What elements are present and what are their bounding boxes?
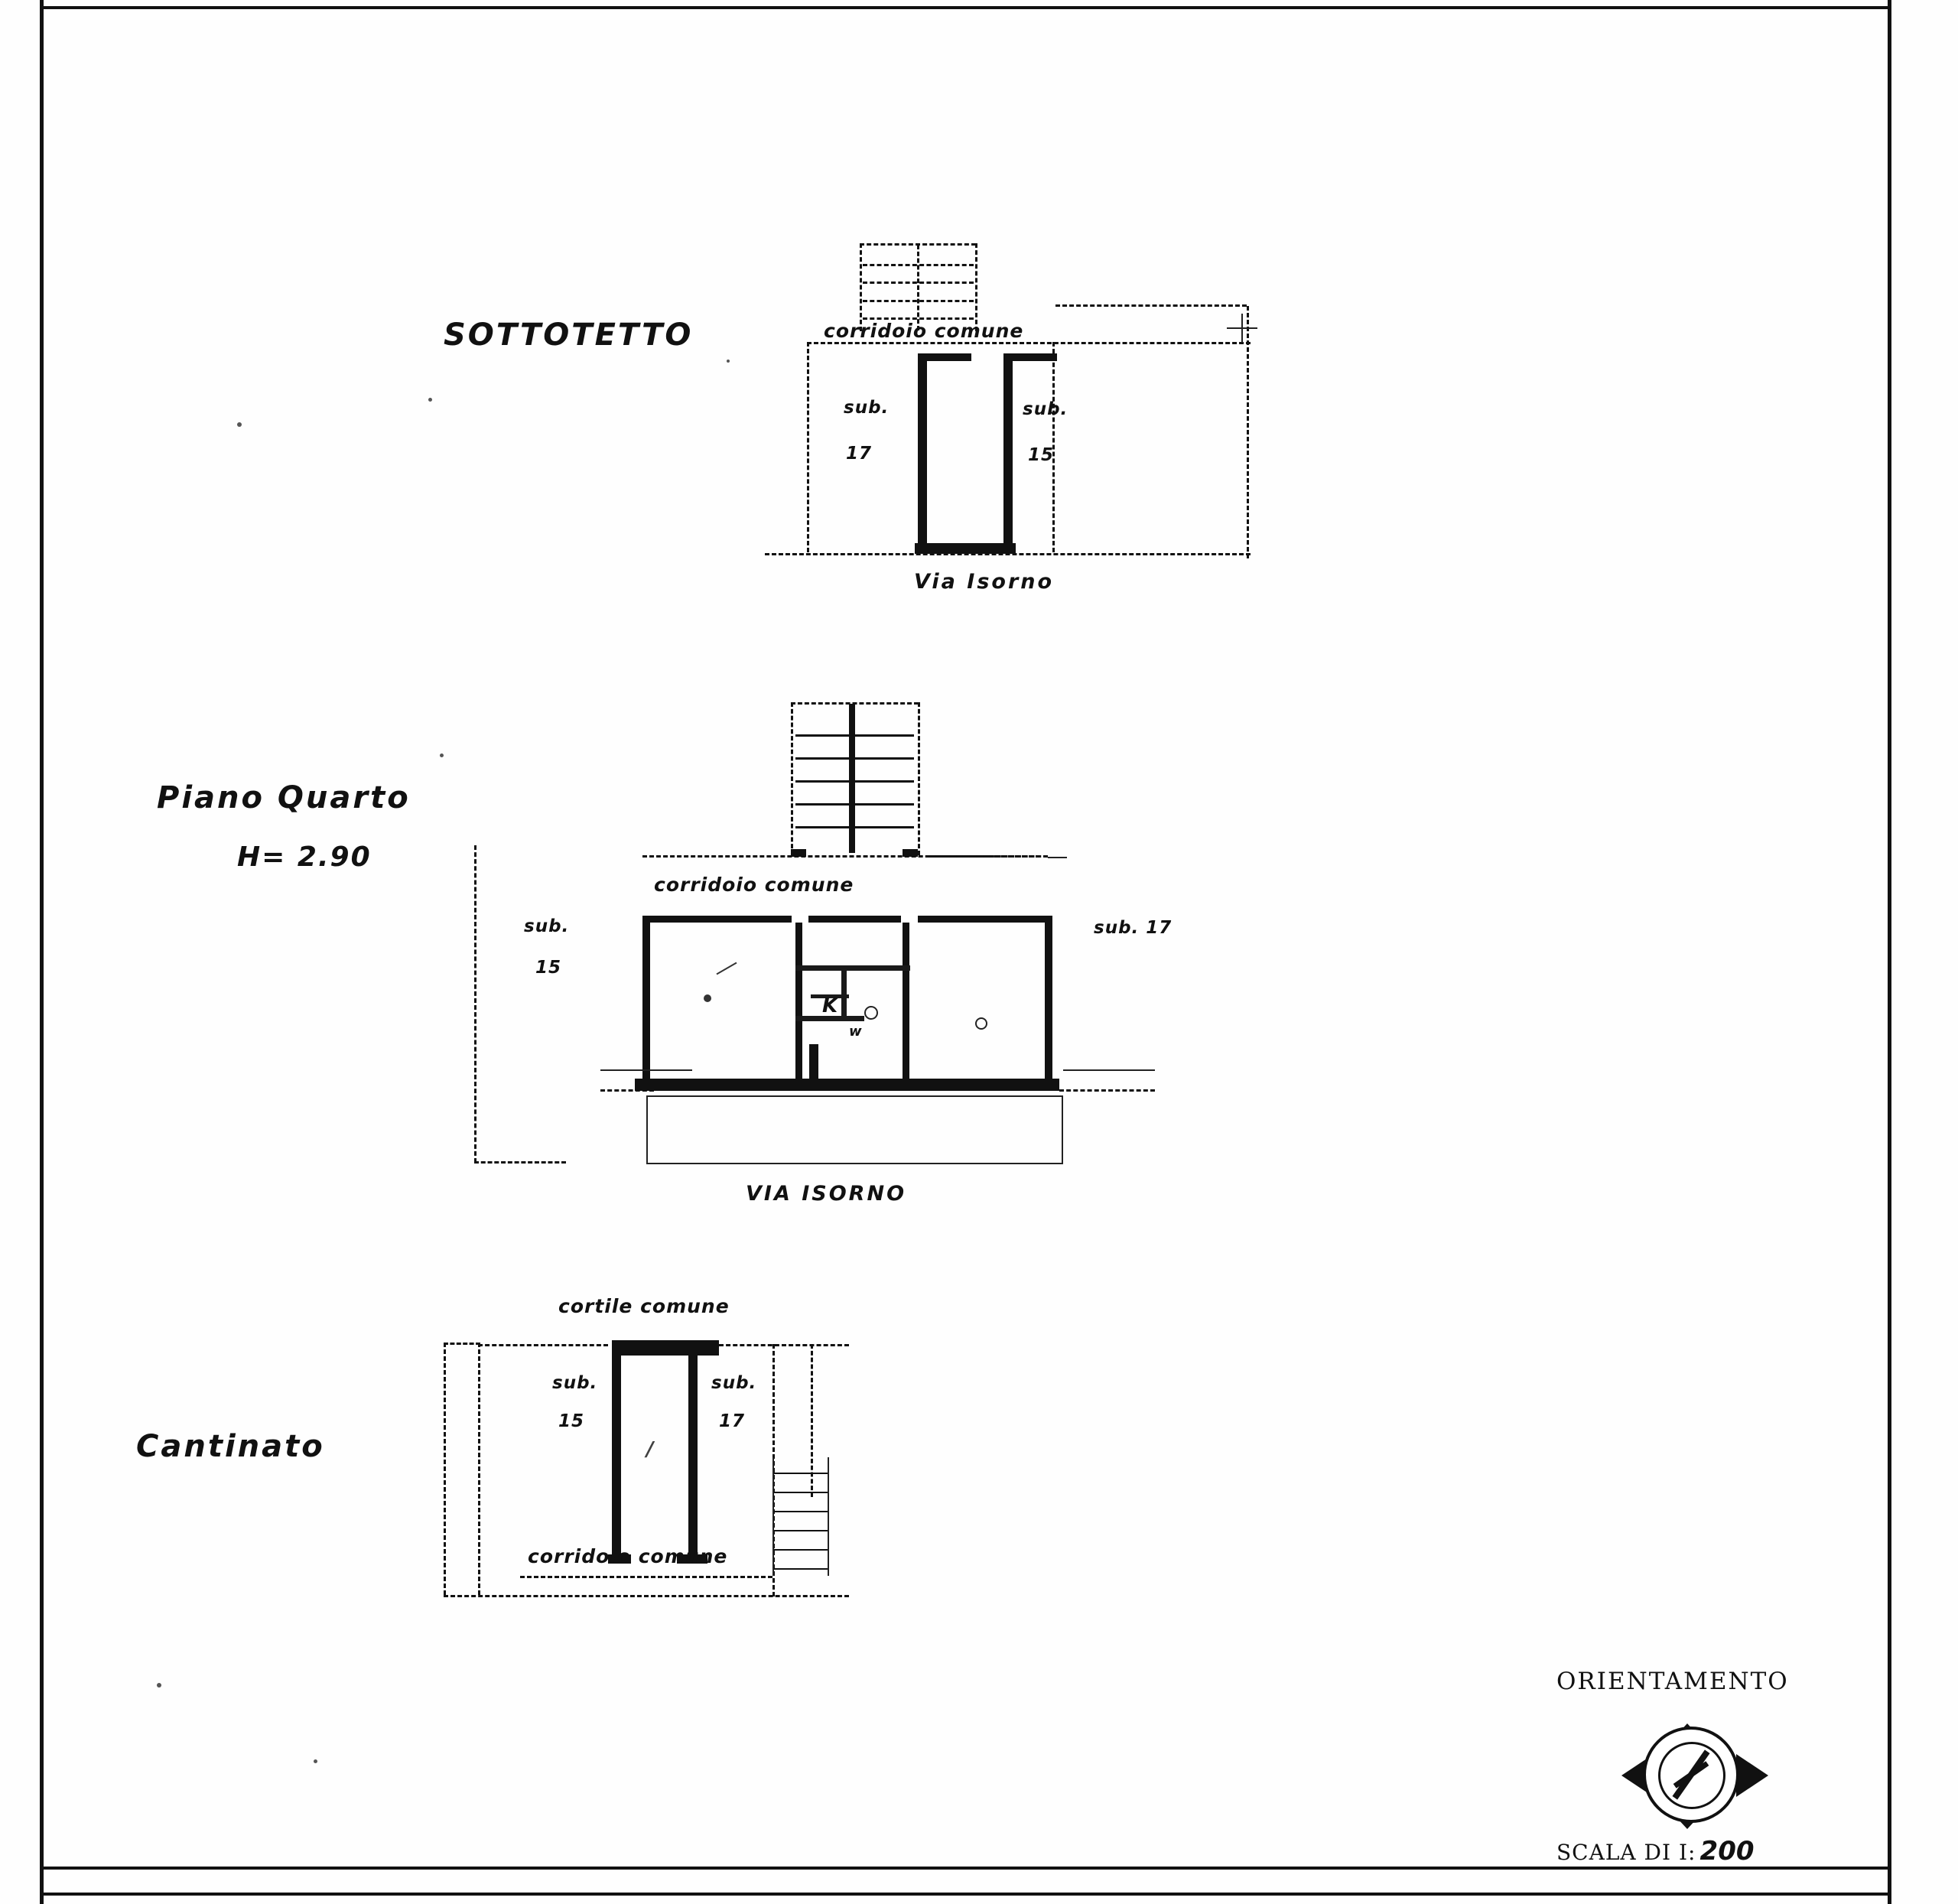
floor4-wall-top — [642, 916, 1052, 923]
attic-extra-top — [1055, 304, 1247, 307]
orientation-title: ORIENTAMENTO — [1556, 1668, 1789, 1695]
basement-stair-rung — [774, 1549, 828, 1551]
section-height-fourth-floor: H= 2.90 — [237, 841, 372, 873]
scan-speck — [157, 1683, 161, 1688]
attic-wall-right — [1003, 360, 1013, 551]
attic-boundary-left — [807, 342, 809, 552]
floor4-street-edge-right — [1062, 1095, 1063, 1164]
floor4-sub-right-label: sub. 17 — [1094, 918, 1173, 938]
floor4-fixture-icon — [975, 1017, 987, 1030]
attic-sub-right-number: 15 — [1028, 445, 1055, 465]
basement-wall-right — [688, 1354, 698, 1557]
scan-speck — [727, 360, 730, 363]
attic-sub-right-label: sub. — [1023, 399, 1068, 419]
floor4-stair-edge-right — [918, 702, 920, 855]
floor4-sub-left-number: 15 — [535, 958, 562, 978]
sheet-border-left — [40, 0, 44, 1904]
floor4-dot-mark — [704, 994, 711, 1002]
basement-courtyard-label: cortile comune — [558, 1295, 730, 1317]
floor4-sub-left-label: sub. — [524, 916, 570, 936]
scan-speck — [440, 753, 444, 757]
basement-stair-rung — [774, 1568, 828, 1570]
floor4-stair-edge-left — [791, 702, 793, 855]
compass-icon — [1614, 1717, 1778, 1840]
floor4-street-bottom-line — [646, 1163, 1063, 1164]
basement-sub-right-label: sub. — [711, 1373, 757, 1393]
basement-boundary-top-left — [478, 1344, 608, 1346]
scale-label: SCALA DI I: — [1556, 1840, 1696, 1865]
floor4-property-limit-bottom — [474, 1161, 566, 1164]
attic-stair-center — [917, 245, 919, 330]
floor4-room-mark: w — [849, 1024, 863, 1040]
section-title-fourth-floor: Piano Quarto — [157, 780, 411, 815]
compass-wing-right — [1736, 1754, 1768, 1797]
floor4-partition-right — [903, 923, 909, 1079]
floor4-wall-left — [642, 916, 650, 1084]
floor4-kitchen-label: K — [822, 994, 839, 1017]
floor4-street-edge-left — [646, 1095, 648, 1164]
section-title-basement: Cantinato — [136, 1429, 325, 1464]
scale-value: 200 — [1699, 1836, 1755, 1867]
basement-boundary-left-outer — [444, 1343, 446, 1595]
sheet-border-right — [1888, 0, 1891, 1904]
basement-wall-top — [612, 1340, 719, 1356]
attic-street-label: Via Isorno — [914, 570, 1055, 594]
basement-sub-left-label: sub. — [552, 1373, 598, 1393]
sheet-border-top — [40, 6, 1891, 9]
scan-speck — [428, 398, 432, 402]
floor4-corridor-label: corridoio comune — [654, 874, 854, 896]
floor4-balcony-stub — [809, 1044, 818, 1090]
attic-wall-top-left — [918, 353, 971, 361]
floor4-wall-right — [1045, 916, 1052, 1084]
scan-speck — [314, 1759, 317, 1763]
floor4-stair-center-wall — [849, 704, 855, 853]
basement-boundary-left-top — [444, 1343, 480, 1345]
floor4-street-dash-right — [1059, 1089, 1155, 1092]
basement-stair-left-edge — [772, 1457, 774, 1576]
attic-boundary-right — [1247, 306, 1249, 558]
scan-speck — [237, 422, 242, 427]
basement-stair-rung — [774, 1473, 828, 1474]
floor4-partition-inner-v — [841, 965, 847, 1019]
basement-inner-bottom — [520, 1576, 772, 1578]
basement-stair-right-edge — [828, 1457, 829, 1576]
floor4-sidewalk-line-right — [1063, 1069, 1155, 1071]
floor4-wall-bottom-facade — [635, 1079, 1059, 1091]
basement-boundary-left-inner — [478, 1343, 480, 1595]
basement-boundary-right-outer — [811, 1344, 813, 1497]
attic-cross-mark-v — [1241, 314, 1243, 343]
floor4-street-dash-left — [600, 1089, 654, 1092]
floor4-street-label: VIA ISORNO — [746, 1182, 907, 1206]
attic-wall-left — [918, 360, 927, 551]
attic-sub-left-label: sub. — [844, 398, 890, 418]
basement-wall-left — [612, 1354, 621, 1557]
compass-circle — [1643, 1727, 1739, 1823]
floor4-tick-mark — [1048, 857, 1067, 858]
attic-stair-edge-left — [860, 243, 862, 331]
attic-wall-bottom — [915, 543, 1016, 554]
sheet-border-bottom — [40, 1867, 1891, 1870]
floor4-partition-inner-top — [795, 965, 910, 971]
basement-stair-rung — [774, 1492, 828, 1493]
basement-boundary-top-right — [719, 1344, 849, 1346]
basement-boundary-bottom — [444, 1595, 849, 1597]
scale-line — [1556, 1836, 1755, 1867]
attic-corridor-label: corridoio comune — [824, 320, 1024, 342]
sheet-border-bottom-second — [40, 1893, 1891, 1896]
basement-inner-mark: / — [646, 1438, 655, 1461]
floor4-tick-mark — [717, 962, 737, 975]
floor4-street-top-line — [646, 1095, 1063, 1097]
attic-wall-top-right — [1003, 353, 1057, 361]
basement-corridor-label: corridoio comune — [528, 1545, 728, 1567]
floor4-property-limit-left — [474, 845, 476, 1163]
floor4-upper-dash-right — [929, 855, 1048, 858]
floor4-sidewalk-line-left — [600, 1069, 692, 1071]
attic-stair-edge-right — [975, 243, 977, 331]
attic-sub-left-number: 17 — [846, 444, 873, 464]
basement-stair-rung — [774, 1530, 828, 1531]
basement-stair-rung — [774, 1511, 828, 1512]
basement-sub-left-number: 15 — [558, 1411, 585, 1431]
floor4-street-handwriting — [715, 1118, 722, 1138]
basement-sub-right-number: 17 — [719, 1411, 746, 1431]
section-title-attic: SOTTOTETTO — [444, 317, 694, 353]
floor4-partition-left — [795, 923, 802, 1079]
attic-boundary-top — [807, 342, 1251, 344]
floor4-fixture-icon — [864, 1006, 878, 1020]
